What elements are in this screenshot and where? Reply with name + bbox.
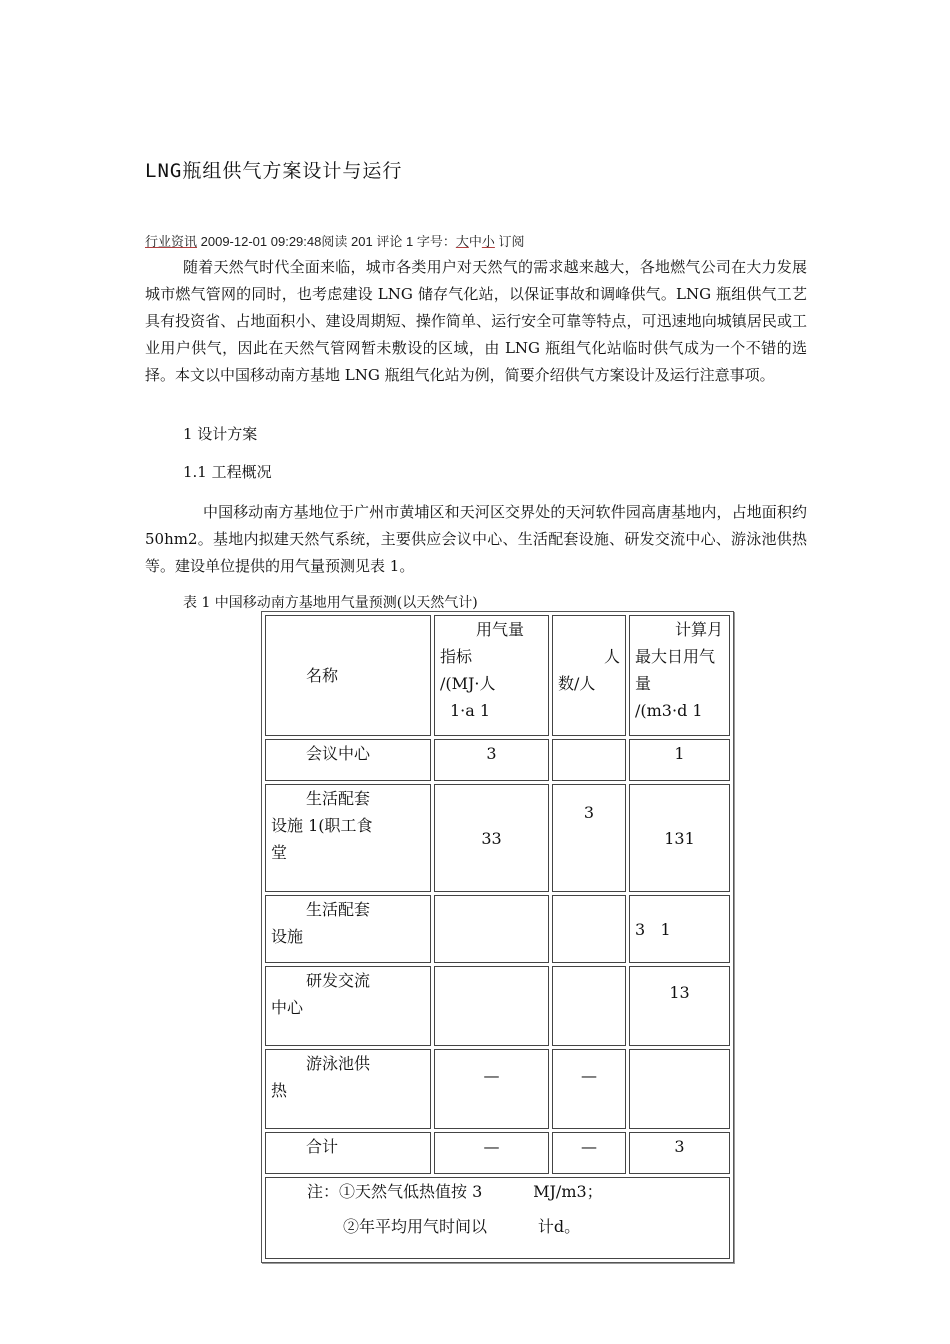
row-people [552,895,626,963]
row-name-l1: 游泳池供 [306,1054,371,1073]
row-index: — [434,1132,549,1174]
row-name-l2: 中心 [271,998,304,1017]
row-name [265,739,431,781]
table-row [265,1132,730,1174]
row-index: 33 [434,784,549,892]
row-people [552,739,626,781]
section-heading-1-1: 1.1 工程概况 [183,463,272,481]
header-index-l1: 用气量 [476,620,525,639]
row-name-l1: 生活配套 [306,900,371,919]
publish-datetime: 2009-12-01 09:29:48 [200,234,322,249]
header-index-l3: /(MJ·人 [440,674,496,693]
row-name-l1: 研发交流 [306,971,371,990]
read-count: 201 [351,234,373,249]
comment-count: 1 [405,234,414,249]
note-line-2: ②年平均用气时间以 计d。 [343,1217,581,1236]
font-medium-link[interactable]: 中 [468,234,482,249]
row-name-l1: 合计 [306,1137,339,1156]
row-name-l3: 堂 [271,843,288,862]
comment-label[interactable]: 评论 [376,234,403,249]
table-row [265,739,730,781]
intro-paragraph: 随着天然气时代全面来临，城市各类用户对天然气的需求越来越大，各地燃气公司在大力发展城市燃气管网的同时，也考虑建设 LNG 储存气化站，以保证事故和调峰供气。LNG 瓶组供气工艺具有投资省、占地面积小、建设周期短、操作简单、运行安全可靠等特点，可迅速地向城镇居民或工业用户供气，因此在天然气管网暂未敷设的区域，由 LNG 瓶组气化站临时供气成为一个不错的选择。本文以中国移动南方基地 LNG 瓶组气化站为例，简要介绍供气方案设计及运行注意事项。 [145,258,807,384]
row-calc: 3 [629,1132,730,1174]
table-note-row [265,1177,730,1259]
header-index-l2: 指标 [440,647,473,666]
row-name-l1: 生活配套 [306,789,371,808]
table-row [265,895,730,963]
row-name [265,966,431,1046]
row-name-l1: 会议中心 [306,744,371,763]
subscribe-link[interactable]: 订阅 [498,234,525,249]
header-name [265,615,431,736]
row-name [265,1049,431,1129]
header-index [434,615,549,736]
gas-demand-table [261,611,734,1263]
row-name [265,895,431,963]
row-calc: 1 [629,739,730,781]
table-row [265,784,730,892]
row-people: 3 [552,784,626,892]
header-name-text: 名称 [306,666,339,685]
row-name-l2: 热 [271,1081,288,1100]
row-index [434,966,549,1046]
header-index-l4: 1·a 1 [450,701,491,720]
row-index [434,895,549,963]
note-line-1: 注：①天然气低热值按 3 MJ/m3； [307,1182,603,1201]
row-index: — [434,1049,549,1129]
article-title: LNG瓶组供气方案设计与运行 [145,160,403,182]
table-row [265,1049,730,1129]
row-index: 3 [434,739,549,781]
row-people: — [552,1049,626,1129]
header-calc [629,615,730,736]
header-people [552,615,626,736]
header-people-l1: 人 [603,647,620,666]
header-calc-l1: 计算月 [675,620,724,639]
font-large-link[interactable]: 大 [455,234,469,249]
table-header-row [265,615,730,736]
row-calc: 13 [629,966,730,1046]
category-link[interactable]: 行业资讯 [145,234,198,249]
font-small-link[interactable]: 小 [481,234,495,249]
row-people [552,966,626,1046]
font-size-label: 字号： [416,234,456,249]
row-name [265,784,431,892]
row-name [265,1132,431,1174]
row-calc: 131 [629,784,730,892]
row-name-l2: 设施 [271,927,304,946]
header-people-l2: 数/人 [558,674,596,693]
row-people: — [552,1132,626,1174]
row-calc [629,1049,730,1129]
table-note [265,1177,730,1259]
row-calc: 3 1 [629,895,730,963]
header-calc-l2: 最大日用气 [635,647,716,666]
header-calc-l3: 量 [635,674,652,693]
header-calc-l4: /(m3·d 1 [635,701,703,720]
table-caption: 表 1 中国移动南方基地用气量预测(以天然气计) [183,595,478,611]
row-name-l2: 设施 1(职工食 [271,816,373,835]
section-heading-1: 1 设计方案 [183,425,258,443]
table-row [265,966,730,1046]
overview-paragraph: 中国移动南方基地位于广州市黄埔区和天河区交界处的天河软件园高唐基地内，占地面积约 50hm2。基地内拟建天然气系统，主要供应会议中心、生活配套设施、研发交流中心、游泳池供热等。建设单位提供的用气量预测见表 1。 [145,503,807,575]
read-label: 阅读 [321,234,348,249]
article-meta [145,231,525,250]
